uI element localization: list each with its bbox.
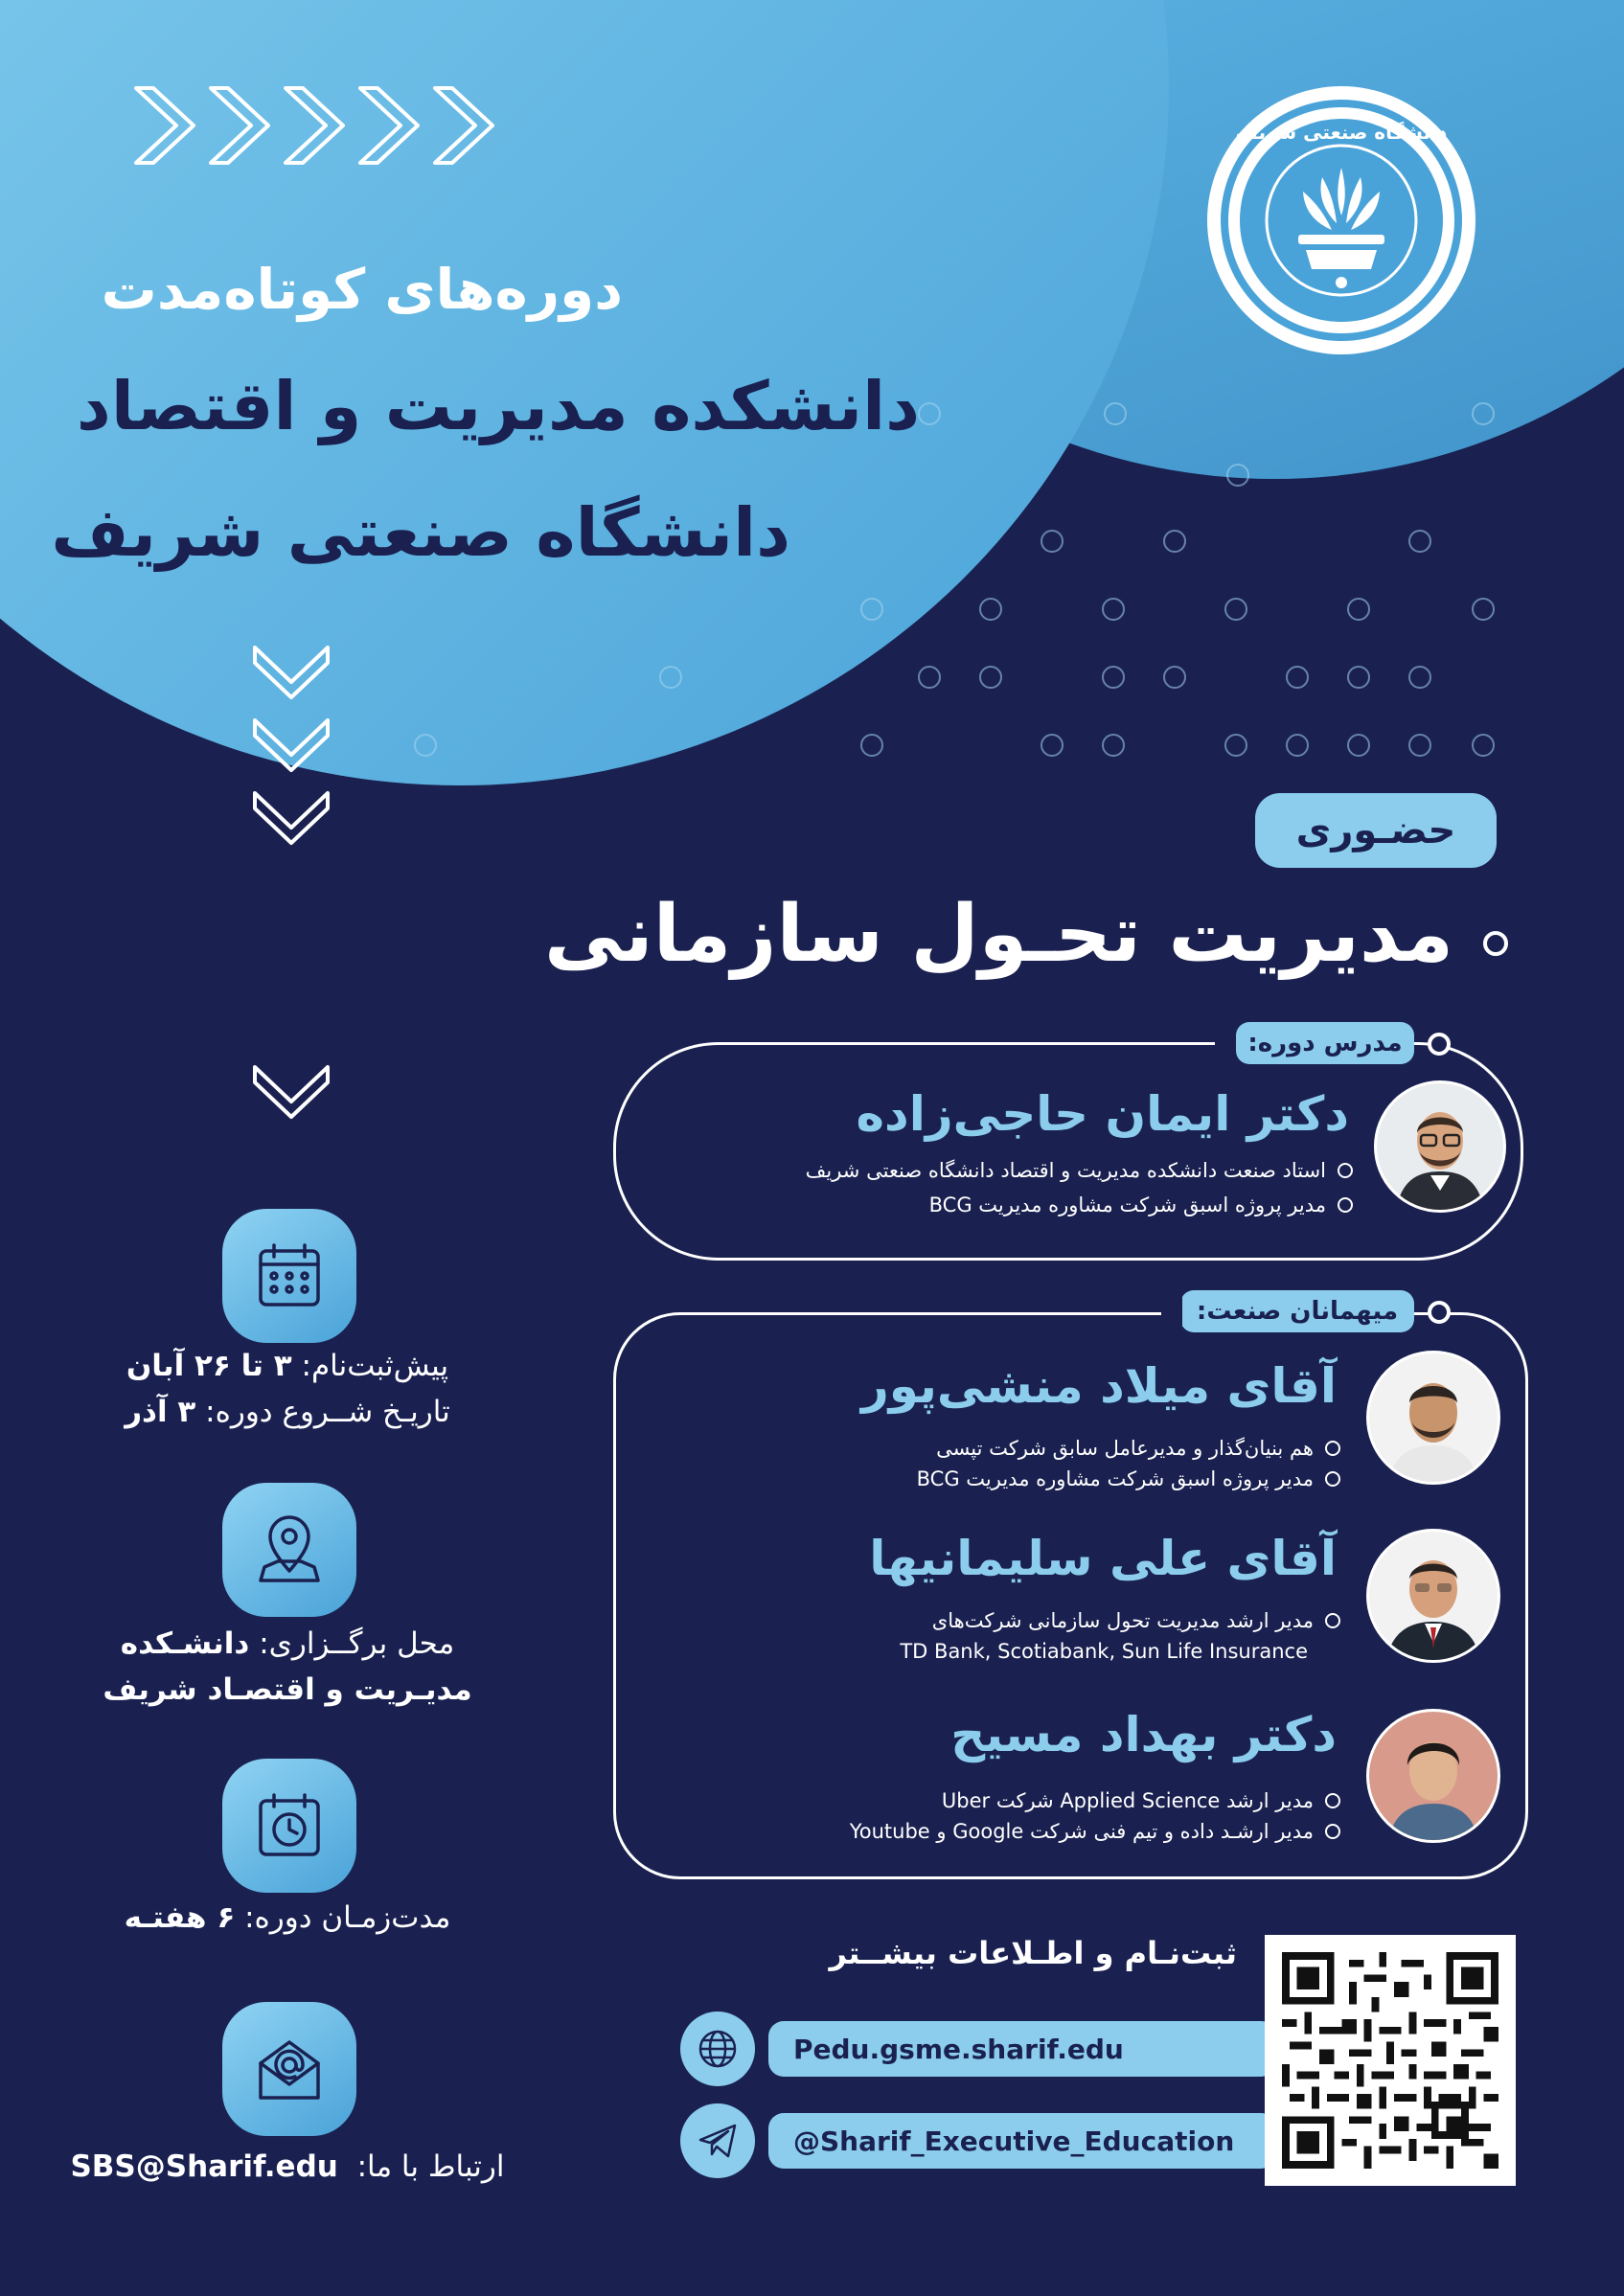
section-bullet-icon [1428,1301,1451,1324]
guest-2-bullet-2: TD Bank, Scotiabank, Sun Life Insurance [900,1640,1308,1663]
guest-name-2: آقای علی سلیمانیها [869,1531,1337,1586]
guest-1-bullet-2: مدیر پروژه اسبق شرکت مشاوره مدیریت BCG [917,1467,1340,1490]
guest-3-bullet-2: مدیر ارشـد داده و تیم فنی شرکت Google و Youtube [850,1820,1340,1843]
instructor-name: دکتر ایمان حاجی‌زاده [856,1086,1349,1142]
telegram-link[interactable]: @Sharif_Executive_Education [768,2113,1276,2169]
guest-name-1: آقای میلاد منشی‌پور [860,1358,1337,1414]
avatar-guest-3 [1366,1709,1500,1843]
clock-calendar-icon [222,1759,356,1893]
globe-icon [680,2012,755,2086]
bullet-ring-icon [1325,1824,1340,1839]
mode-badge: حضـوری [1255,793,1497,868]
website-link[interactable]: Pedu.gsme.sharif.edu [768,2021,1276,2077]
chevron-down-icon [251,644,332,854]
avatar-instructor [1374,1080,1506,1213]
guest-2-bullet-1: مدیر ارشد مدیریت تحول سازمانی شرکت‌های [932,1609,1340,1632]
frame-gap [1161,1290,1182,1332]
section-bullet-icon [1428,1033,1451,1056]
guest-1-bullet-1: هم بنیان‌گذار و مدیرعامل سابق شرکت تپسی [936,1437,1340,1460]
logo-text: دانشگاه صنعتی شریف [1235,121,1448,144]
duration-info: مدت‌زمـان دوره: ۶ هفتـه [124,1900,451,1935]
header-faculty: دانشکده مدیریت و اقتصاد [76,367,920,445]
guests-label: میهمانان صنعت: [1180,1290,1414,1332]
instructor-bullet-2: مدیر پروژه اسبق شرکت مشاوره مدیریت BCG [929,1193,1353,1216]
guest-3-bullet-1: مدیر ارشد Applied Science شرکت Uber [942,1789,1340,1812]
qr-code[interactable] [1265,1935,1516,2186]
location-pin-icon [222,1483,356,1617]
email-icon [222,2002,356,2136]
university-logo [1202,81,1480,359]
register-title: ثبت‌نـام و اطـلاعات بیشــتر [829,1935,1237,1971]
avatar-guest-2 [1366,1529,1500,1663]
bullet-ring-icon [1325,1613,1340,1628]
calendar-icon [222,1209,356,1343]
guest-name-3: دکتر بهداد مسیح [950,1707,1337,1762]
bullet-ring-icon [1338,1197,1353,1213]
bullet-ring-icon [1338,1163,1353,1178]
instructor-label: مدرس دوره: [1236,1022,1414,1064]
title-bullet-icon [1483,931,1508,956]
chevron-right-icon [132,84,496,167]
venue-info: محل برگــزاری: دانشـکده مدیـریت و اقتصـاد شریف [103,1626,472,1707]
registration-info: پیش‌ثبت‌نام: ۳ تا ۲۶ آبان تاریـخ شــروع دوره: ۳ آذر [125,1349,450,1429]
chevron-down-icon [251,1063,332,1125]
contact-info: SBS@Sharif.edu ارتباط با ما: [70,2149,505,2184]
contact-email[interactable]: SBS@Sharif.edu [70,2149,338,2184]
instructor-bullet-1: استاد صنعت دانشکده مدیریت و اقتصاد دانشگاه صنعتی شریف [806,1159,1353,1182]
telegram-icon [680,2103,755,2178]
frame-gap [1215,1022,1236,1064]
course-title: مدیریت تحـول سازمانی [543,889,1453,980]
bullet-ring-icon [1325,1793,1340,1808]
bullet-ring-icon [1325,1441,1340,1456]
bullet-ring-icon [1325,1471,1340,1487]
header-university: دانشگاه صنعتی شریف [51,493,790,572]
avatar-guest-1 [1366,1351,1500,1485]
header-subtitle: دوره‌های کوتاه‌مدت [101,257,623,322]
